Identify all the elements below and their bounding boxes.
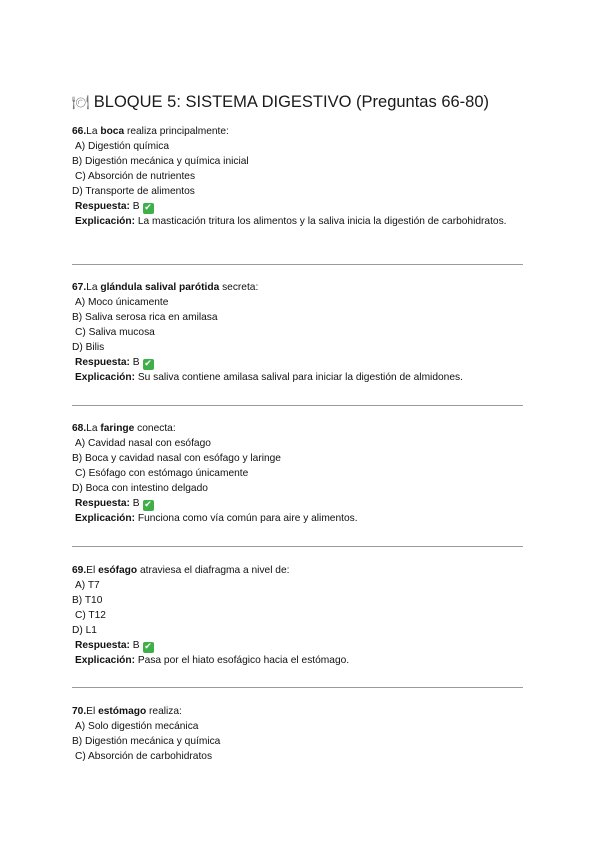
option-b: B) Digestión mecánica y química inicial bbox=[72, 156, 249, 167]
option-c: C) T12 bbox=[75, 610, 106, 621]
question-67 bbox=[72, 280, 532, 385]
question-68 bbox=[72, 421, 532, 526]
question-stem: 68.La faringe conecta: bbox=[72, 423, 176, 434]
option-a: A) Digestión química bbox=[75, 141, 169, 152]
option-d: D) L1 bbox=[72, 625, 97, 636]
question-stem: 67.La glándula salival parótida secreta: bbox=[72, 282, 259, 293]
option-b: B) Saliva serosa rica en amilasa bbox=[72, 312, 218, 323]
divider bbox=[72, 546, 523, 547]
answer: Respuesta: B ✔ bbox=[75, 201, 152, 213]
option-a: A) Moco únicamente bbox=[75, 297, 169, 308]
question-stem: 70.El estómago realiza: bbox=[72, 706, 182, 717]
check-mark-icon: ✔ bbox=[144, 203, 152, 213]
answer: Respuesta: B ✔ bbox=[75, 640, 152, 652]
option-b: B) T10 bbox=[72, 595, 103, 606]
divider bbox=[72, 687, 523, 688]
explanation: Explicación: Pasa por el hiato esofágico hacia el estómago. bbox=[75, 655, 350, 666]
check-mark-icon: ✔ bbox=[144, 359, 152, 369]
answer: Respuesta: B ✔ bbox=[75, 498, 152, 510]
option-d: D) Bilis bbox=[72, 342, 105, 353]
answer: Respuesta: B ✔ bbox=[75, 357, 152, 369]
check-mark-icon: ✔ bbox=[144, 642, 152, 652]
explanation: Explicación: La masticación tritura los alimentos y la saliva inicia la digestión de carbohidratos. bbox=[75, 216, 507, 227]
plate-cutlery-icon: 🍽 bbox=[72, 94, 90, 110]
option-c: C) Esófago con estómago únicamente bbox=[75, 468, 249, 479]
option-d: D) Boca con intestino delgado bbox=[72, 483, 208, 494]
question-stem: 69.El esófago atraviesa el diafragma a nivel de: bbox=[72, 565, 290, 576]
option-c: C) Absorción de carbohidratos bbox=[75, 751, 213, 762]
option-a: A) T7 bbox=[75, 580, 100, 591]
question-69 bbox=[72, 563, 532, 668]
question-stem: 66.La boca realiza principalmente: bbox=[72, 126, 229, 137]
option-c: C) Absorción de nutrientes bbox=[75, 171, 196, 182]
option-d: D) Transporte de alimentos bbox=[72, 186, 195, 197]
option-c: C) Saliva mucosa bbox=[75, 327, 155, 338]
explanation: Explicación: Funciona como vía común para aire y alimentos. bbox=[75, 513, 358, 524]
explanation: Explicación: Su saliva contiene amilasa salival para iniciar la digestión de almidones. bbox=[75, 372, 463, 383]
divider bbox=[72, 264, 523, 265]
page-title: 🍽 BLOQUE 5: SISTEMA DIGESTIVO (Preguntas 66-80) bbox=[72, 93, 490, 111]
question-66 bbox=[72, 124, 532, 229]
option-b: B) Boca y cavidad nasal con esófago y laringe bbox=[72, 453, 281, 464]
question-70 bbox=[72, 704, 532, 764]
check-mark-icon: ✔ bbox=[144, 500, 152, 510]
option-a: A) Cavidad nasal con esófago bbox=[75, 438, 211, 449]
divider bbox=[72, 405, 523, 406]
option-b: B) Digestión mecánica y química bbox=[72, 736, 221, 747]
option-a: A) Solo digestión mecánica bbox=[75, 721, 199, 732]
